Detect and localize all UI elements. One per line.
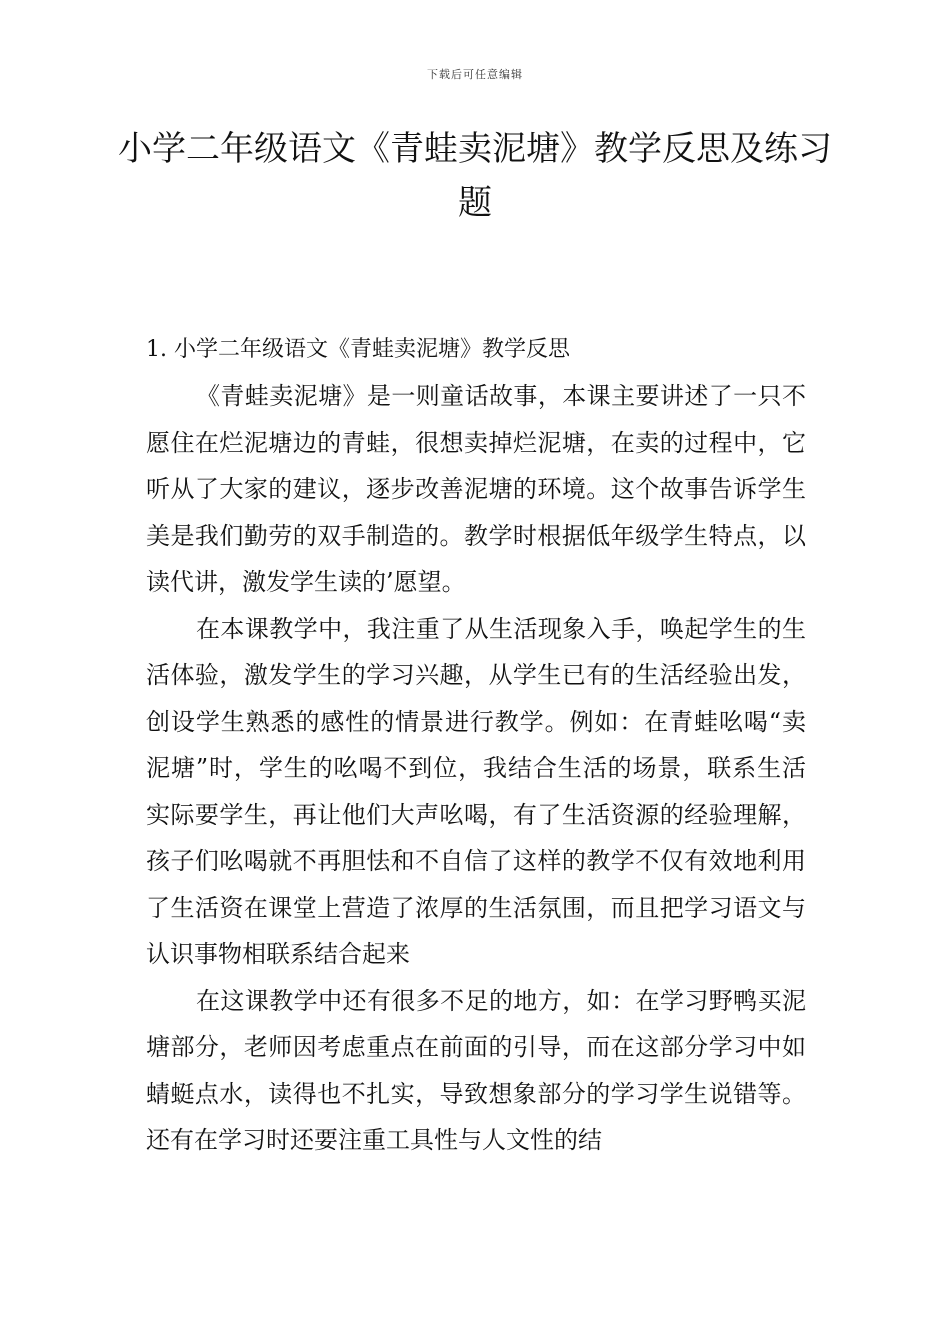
paragraph-3: 在这课教学中还有很多不足的地方，如：在学习野鸭买泥塘部分，老师因考虑重点在前面的引导，而在这部分学习中如蜻蜓点水，读得也不扎实，导致想象部分的学习学生说错等。还有在学习时还要注重工具性与人文性的结: [146, 986, 806, 1154]
paragraph-2: 在本课教学中，我注重了从生活现象入手，唤起学生的生活体验，激发学生的学习兴趣，从学生已有的生活经验出发，创设学生熟悉的感性的情景进行教学。例如：在青蛙吆喝“卖泥塘”时，学生的吆喝不到位，我结合生活的场景，联系生活实际要学生，再让他们大声吆喝，有了生活资源的经验理解，孩子们吆喝就不再胆怯和不自信了这样的教学不仅有效地利用了生活资在课堂上营造了浓厚的生活氛围，而且把学习语文与认识事物相联系结合起来: [146, 614, 806, 968]
header-note: 下载后可任意编辑: [427, 68, 523, 81]
paragraph-1: 《青蛙卖泥塘》是一则童话故事，本课主要讲述了一只不愿住在烂泥塘边的青蛙，很想卖掉烂泥塘，在卖的过程中，它听从了大家的建议，逐步改善泥塘的环境。这个故事告诉学生美是我们勤劳的双手制造的。教学时根据低年级学生特点，以读代讲，激发学生读的’愿望。: [146, 382, 806, 596]
document-title: 小学二年级语文《青蛙卖泥塘》教学反思及练习题: [118, 129, 832, 223]
section-heading: 1. 小学二年级语文《青蛙卖泥塘》教学反思: [146, 337, 570, 362]
document-body: [146, 327, 806, 1164]
